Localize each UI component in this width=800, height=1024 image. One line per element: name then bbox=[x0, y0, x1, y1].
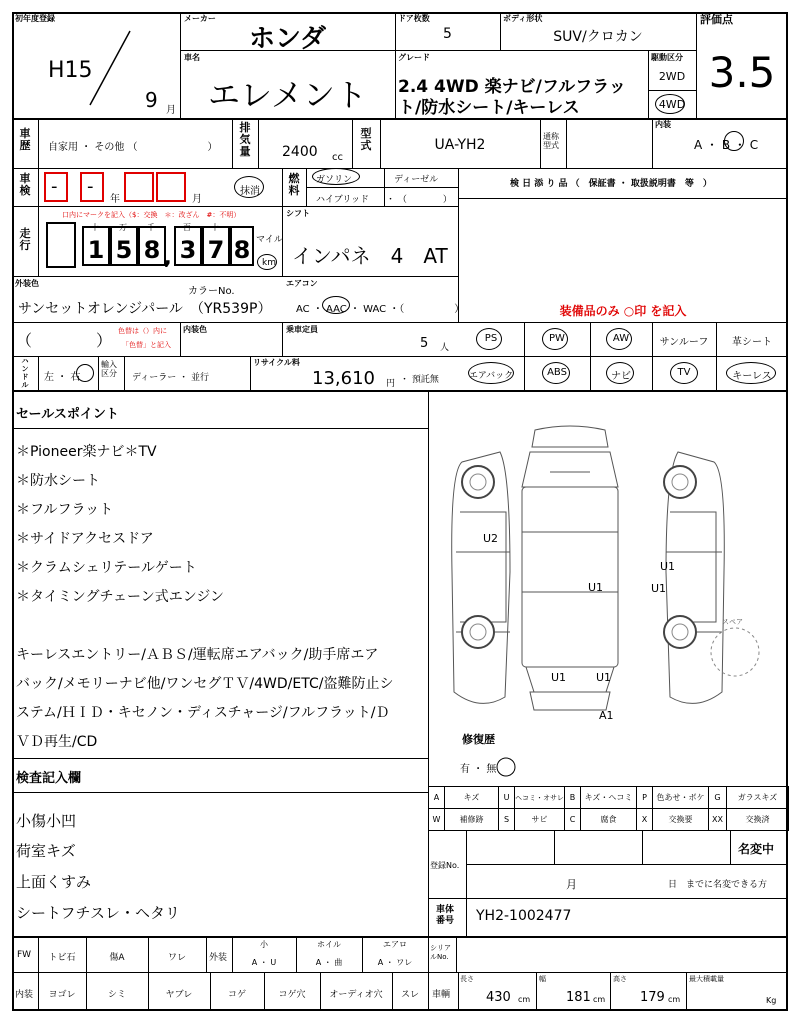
color-code: （YR539P） bbox=[190, 301, 272, 317]
repair-label: 修復歴 bbox=[462, 733, 495, 746]
inspection-year-unit: 年 bbox=[110, 194, 120, 205]
mileage-unit-4: 百 bbox=[183, 223, 191, 232]
fuel-hybrid: ハイブリッド bbox=[316, 195, 370, 205]
model-value: UA-YH2 bbox=[434, 137, 486, 153]
common-model-label: 通称型式 bbox=[543, 132, 559, 150]
mark-u2: U2 bbox=[483, 532, 499, 545]
handle-right-circle bbox=[76, 364, 94, 382]
equip-tv: TV bbox=[677, 367, 691, 378]
capacity-label: 乗車定員 bbox=[286, 325, 318, 334]
grade-label: グレード bbox=[398, 53, 430, 62]
registration-deadline: 日 までに名変できる方 bbox=[668, 880, 768, 890]
mileage-unit-6: 一 bbox=[237, 223, 245, 232]
load-label: 最大積載量 bbox=[689, 975, 724, 983]
import-value: ディーラー ・ 並行 bbox=[132, 373, 210, 383]
equip-ps: PS bbox=[484, 333, 498, 344]
maker-label: メーカー bbox=[184, 14, 216, 23]
equip-navi: ナビ bbox=[611, 371, 631, 382]
check-item-2: 荷室キズ bbox=[16, 842, 76, 860]
handle-value: 左 ・ 右 bbox=[44, 372, 81, 383]
equip-abs: ABS bbox=[547, 367, 567, 378]
int-item-2: シミ bbox=[107, 990, 126, 1000]
first-reg-era: H15 bbox=[48, 58, 93, 83]
vin-value: YH2-1002477 bbox=[476, 908, 572, 924]
mileage-mile: マイル bbox=[256, 235, 283, 245]
inspection-month-unit: 月 bbox=[192, 194, 202, 205]
name-label: 車名 bbox=[184, 53, 200, 62]
fuel-label: 燃料 bbox=[288, 172, 300, 197]
sales-feature-4: ＶＤ再生/CD bbox=[16, 734, 98, 750]
int-item-5: コゲ穴 bbox=[278, 990, 306, 1000]
fw-item-2: 傷A bbox=[109, 953, 125, 963]
mileage-digit-5: 7 bbox=[207, 236, 225, 264]
mileage-digit-6: 8 bbox=[233, 236, 251, 264]
recycle-label: リサイクル料 bbox=[253, 358, 300, 367]
mileage-digit-4: 3 bbox=[179, 236, 197, 264]
mileage-unit-3: 千 bbox=[147, 223, 155, 232]
legend-desc-xx: 交換済 bbox=[727, 809, 789, 831]
height-unit: cm bbox=[668, 995, 681, 1004]
mark-u1-right-a: U1 bbox=[660, 560, 676, 573]
int-item-7: スレ bbox=[400, 990, 419, 1000]
vin-label: 車体番号 bbox=[436, 905, 455, 926]
color-change-note2: 「色替」と記入 bbox=[122, 341, 171, 349]
int-item-3: ヤブレ bbox=[165, 990, 193, 1000]
sales-point-2: ＊防水シート bbox=[16, 473, 100, 489]
legend-desc-g: ガラスキズ bbox=[727, 787, 789, 809]
drive-4wd: 4WD bbox=[658, 98, 686, 111]
maker-value: ホンダ bbox=[249, 24, 326, 54]
check-item-3: 上面くすみ bbox=[16, 873, 92, 891]
length-value: 430 bbox=[486, 990, 511, 1005]
equip-ps-circle bbox=[476, 328, 502, 350]
width-value: 181 bbox=[566, 990, 591, 1005]
legend-code-p: P bbox=[637, 787, 653, 809]
mileage-unit-2: 万 bbox=[119, 223, 127, 232]
registration-change: 名変中 bbox=[738, 842, 775, 856]
sales-point-6: ＊タイミングチェーン式エンジン bbox=[16, 589, 225, 605]
inspection-expired-circle bbox=[234, 176, 264, 198]
int-item-1: ヨゴレ bbox=[48, 990, 76, 1000]
repair-value: 有 ・ 無 bbox=[460, 764, 497, 775]
serial-label: シリアルNo. bbox=[430, 944, 451, 961]
color-code-label: カラーNo. bbox=[188, 286, 235, 297]
damage-legend bbox=[428, 786, 788, 831]
drive-2wd: 2WD bbox=[658, 70, 686, 83]
mark-u1-rear-right: U1 bbox=[596, 671, 612, 684]
mark-u1-center: U1 bbox=[588, 581, 604, 594]
recycle-unit: 円 bbox=[386, 379, 396, 389]
displacement-value: 2400 bbox=[282, 144, 318, 160]
first-reg-month: 9 bbox=[145, 88, 158, 112]
first-reg-month-unit: 月 bbox=[166, 105, 176, 116]
score-label: 評価点 bbox=[700, 13, 733, 26]
ext-aero: エアロ bbox=[383, 940, 407, 949]
interior-color-label: 内装色 bbox=[183, 325, 207, 334]
name-value: エレメント bbox=[207, 76, 368, 114]
ext-wheel-value: A ・ 曲 bbox=[315, 958, 343, 967]
ext-small-value: A ・ U bbox=[251, 958, 277, 967]
color-name: サンセットオレンジパール bbox=[18, 301, 183, 317]
mark-a1: A1 bbox=[599, 709, 614, 722]
color-change-note1: 色替は（）内に bbox=[118, 327, 167, 335]
fw-item-3: ワレ bbox=[167, 953, 186, 963]
legend-code-c: C bbox=[565, 809, 581, 831]
check-title: 検査記入欄 bbox=[16, 771, 82, 786]
displacement-unit: cc bbox=[332, 152, 343, 163]
inspection-month-box2[interactable] bbox=[156, 172, 186, 202]
history-value: 自家用 ・ その他 （ ） bbox=[48, 142, 218, 153]
legend-code-a: A bbox=[429, 787, 445, 809]
shift-value: インパネ 4 AT bbox=[292, 244, 448, 268]
legend-desc-c: 腐食 bbox=[581, 809, 637, 831]
legend-desc-p: 色あせ・ボケ bbox=[653, 787, 709, 809]
width-label: 幅 bbox=[539, 975, 546, 983]
check-item-4: シートフチスレ・ヘタリ bbox=[16, 904, 180, 922]
ext-aero-value: A ・ ワレ bbox=[377, 958, 413, 967]
recycle-value: 13,610 bbox=[312, 368, 375, 389]
equip-aw: AW bbox=[612, 333, 630, 344]
legend-code-u: U bbox=[499, 787, 515, 809]
doors-label: ドア枚数 bbox=[398, 14, 430, 23]
interior-b-circle bbox=[724, 131, 744, 151]
aircon-aac-circle bbox=[322, 296, 350, 314]
equip-keyless: キーレス bbox=[732, 371, 772, 382]
size-label: 車輌 bbox=[432, 990, 451, 1000]
docs-label: 検 日 添 り 品 （ 保証書 ・ 取扱説明書 等 ） bbox=[510, 179, 712, 189]
history-label: 車歴 bbox=[19, 127, 31, 152]
load-unit: Kg bbox=[766, 996, 777, 1005]
doors-value: 5 bbox=[443, 26, 452, 42]
equip-leather: 革シート bbox=[732, 337, 772, 348]
equip-aw-circle bbox=[606, 328, 632, 350]
interior-grade: A ・ B ・ C bbox=[694, 138, 759, 152]
sales-feature-1: キーレスエントリー/ＡＢＳ/運転席エアバック/助手席エア bbox=[16, 647, 379, 663]
mileage-label: 走行 bbox=[19, 227, 31, 252]
grade-line1: 2.4 4WD 楽ナビ/フルフラッ bbox=[398, 77, 626, 97]
registration-month: 月 bbox=[566, 878, 577, 891]
mark-u1-right-b: U1 bbox=[651, 582, 667, 595]
equip-pw-circle bbox=[542, 328, 568, 350]
aircon-value: AC ・ AAC ・ WAC ・（ ） bbox=[296, 304, 465, 315]
check-item-1: 小傷小凹 bbox=[16, 812, 77, 830]
int-item-4: コゲ bbox=[227, 990, 246, 1000]
int-label: 内装 bbox=[15, 990, 34, 1000]
equip-sunroof: サンルーフ bbox=[659, 337, 709, 348]
handle-label: ハンドル bbox=[21, 357, 29, 389]
height-label: 高さ bbox=[613, 975, 627, 983]
sales-feature-3: ステム/ＨＩＤ・キセノン・ディスチャージ/フルフラット/Ｄ bbox=[16, 705, 390, 721]
import-label: 輸入区分 bbox=[101, 360, 117, 378]
equip-pw: PW bbox=[549, 333, 565, 344]
length-label: 長さ bbox=[460, 975, 474, 983]
color-label: 外装色 bbox=[15, 279, 39, 288]
equip-keyless-circle bbox=[726, 362, 776, 384]
mileage-digit-3: 8 bbox=[143, 236, 161, 264]
grade-line2: ト/防水シート/キーレス bbox=[398, 98, 580, 118]
ext-wheel: ホイル bbox=[317, 940, 341, 949]
sales-point-5: ＊クラムシェリテールゲート bbox=[16, 560, 197, 576]
spare-label: スペア bbox=[722, 618, 743, 626]
mileage-blank-box[interactable] bbox=[46, 222, 76, 268]
fw-label: FW bbox=[17, 950, 32, 960]
equip-abs-circle bbox=[542, 362, 570, 384]
fw-item-1: トビ石 bbox=[48, 953, 76, 963]
inspection-month-box1[interactable] bbox=[124, 172, 154, 202]
equip-navi-circle bbox=[606, 362, 634, 384]
legend-code-s: S bbox=[499, 809, 515, 831]
mileage-note: 口内にマークを記入（$：交換 ＊：改ざん #：不明） bbox=[62, 211, 241, 219]
first-reg-slash bbox=[85, 28, 135, 108]
fuel-gas: ガソリン bbox=[316, 175, 353, 185]
score-value: 3.5 bbox=[708, 48, 776, 97]
displacement-label: 排気量 bbox=[239, 121, 251, 158]
sales-feature-2: バック/メモリーナビ他/ワンセグＴＶ/4WD/ETC/盗難防止シ bbox=[16, 676, 394, 692]
drive-4wd-circle bbox=[655, 94, 685, 114]
legend-code-g: G bbox=[709, 787, 727, 809]
sales-point-1: ＊Pioneer楽ナビ＊TV bbox=[16, 444, 157, 460]
equipment-title: 装備品のみ ○印 を記入 bbox=[559, 304, 687, 318]
drive-label: 駆動区分 bbox=[651, 53, 683, 62]
mileage-unit-5: 十 bbox=[211, 223, 219, 232]
model-label: 型式 bbox=[360, 127, 372, 152]
width-unit: cm bbox=[593, 995, 606, 1004]
mileage-km-circle bbox=[257, 254, 277, 270]
legend-desc-w: 補修跡 bbox=[445, 809, 499, 831]
legend-code-w: W bbox=[429, 809, 445, 831]
legend-code-xx: XX bbox=[709, 809, 727, 831]
sales-title: セールスポイント bbox=[16, 407, 119, 422]
ext-small: 小 bbox=[260, 940, 268, 949]
int-item-6: オーディオ穴 bbox=[329, 990, 383, 1000]
mileage-unit-1: 十 bbox=[91, 223, 99, 232]
equip-airbag-circle bbox=[468, 362, 514, 384]
car-diagram bbox=[430, 392, 786, 782]
fuel-other: ・ （ ） bbox=[386, 195, 452, 205]
legend-desc-b: キズ・ヘコミ bbox=[581, 787, 637, 809]
inspection-expired: 抹消 bbox=[240, 186, 260, 197]
equip-tv-circle bbox=[670, 362, 698, 384]
legend-code-b: B bbox=[565, 787, 581, 809]
mileage-digit-2: 5 bbox=[115, 236, 133, 264]
registration-label: 登録No. bbox=[430, 861, 460, 870]
sales-point-3: ＊フルフラット bbox=[16, 502, 114, 518]
mileage-digit-1: 1 bbox=[87, 236, 105, 264]
legend-desc-u: ヘコミ・オサレ bbox=[515, 787, 565, 809]
recycle-deposit: ・ 預託無 bbox=[400, 375, 439, 385]
sales-point-4: ＊サイドアクセスドア bbox=[16, 531, 154, 547]
body-label: ボディ形状 bbox=[503, 14, 543, 23]
legend-desc-a: キズ bbox=[445, 787, 499, 809]
equip-airbag: エアバック bbox=[468, 371, 514, 381]
legend-desc-s: サビ bbox=[515, 809, 565, 831]
interior-label: 内装 bbox=[655, 120, 671, 129]
capacity-value: 5 bbox=[420, 336, 429, 351]
fuel-gas-circle bbox=[312, 168, 360, 185]
aircon-label: エアコン bbox=[286, 279, 318, 288]
fuel-diesel: ディーゼル bbox=[394, 175, 439, 185]
shift-label: シフト bbox=[286, 209, 310, 218]
length-unit: cm bbox=[518, 995, 531, 1004]
mileage-km: km bbox=[262, 258, 276, 268]
first-reg-label: 初年度登録 bbox=[15, 14, 55, 23]
ext-label: 外装 bbox=[209, 953, 228, 963]
legend-code-x: X bbox=[637, 809, 653, 831]
height-value: 179 bbox=[640, 990, 665, 1005]
capacity-unit: 人 bbox=[440, 343, 450, 353]
inspection-label: 車検 bbox=[19, 172, 31, 197]
legend-desc-x: 交換要 bbox=[653, 809, 709, 831]
mark-u1-rear-left: U1 bbox=[551, 671, 567, 684]
body-value: SUV/クロカン bbox=[553, 29, 643, 45]
